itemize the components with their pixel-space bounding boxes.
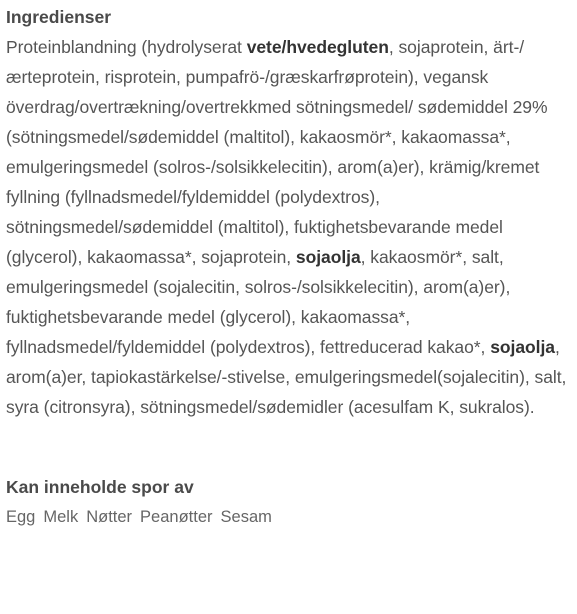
ingredients-segment: , sojaprotein, ärt-/ærteprotein, risprotein, pumpafrö-/græskarfrøprotein), vegansk överdrag/overtrækning/overtrekkmed sötningsmedel/ sødemiddel 29% (sötningsmedel/sødemiddel (maltitol), kakaosmör*, kakaomassa*, emulgeringsmedel (solros-/solsikkelecitin), arom(a)er), krämig/kremet fyllning (fyllnadsmedel/fyldemiddel (polydextros), sötningsmedel/sødemiddel (maltitol), fuktighetsbevarande medel (glycerol), kakaomassa*, sojaprotein, bbox=[6, 37, 548, 267]
allergen-bold-segment: vete/hvedegluten bbox=[246, 37, 389, 57]
allergen-item: Peanøtter bbox=[140, 508, 213, 526]
allergen-item: Sesam bbox=[220, 508, 272, 526]
allergen-list bbox=[6, 506, 571, 528]
allergen-bold-segment: sojaolja bbox=[490, 337, 555, 357]
ingredients-segment: , arom(a)er, tapiokastärkelse/-stivelse, emulgeringsmedel(sojalecitin), salt, syra (citronsyra), sötningsmedel/sødemidler (acesulfam K, sukralos). bbox=[6, 337, 567, 417]
ingredients-heading: Ingredienser bbox=[6, 7, 112, 27]
allergen-item: Nøtter bbox=[86, 508, 133, 526]
ingredients-segment: , kakaosmör*, salt, emulgeringsmedel (sojalecitin, solros-/solsikkelecitin), arom(a)er), fuktighetsbevarande medel (glycerol), kakaomassa*, fyllnadsmedel/fyldemiddel (polydextros), fettreducerad kakao*, bbox=[6, 247, 511, 357]
allergen-item: Melk bbox=[43, 508, 79, 526]
may-contain-heading: Kan inneholde spor av bbox=[6, 477, 194, 497]
ingredients-text bbox=[6, 32, 571, 422]
allergen-bold-segment: sojaolja bbox=[295, 247, 361, 267]
ingredients-segment: Proteinblandning (hydrolyserat bbox=[6, 37, 247, 57]
allergen-item: Egg bbox=[6, 508, 36, 526]
